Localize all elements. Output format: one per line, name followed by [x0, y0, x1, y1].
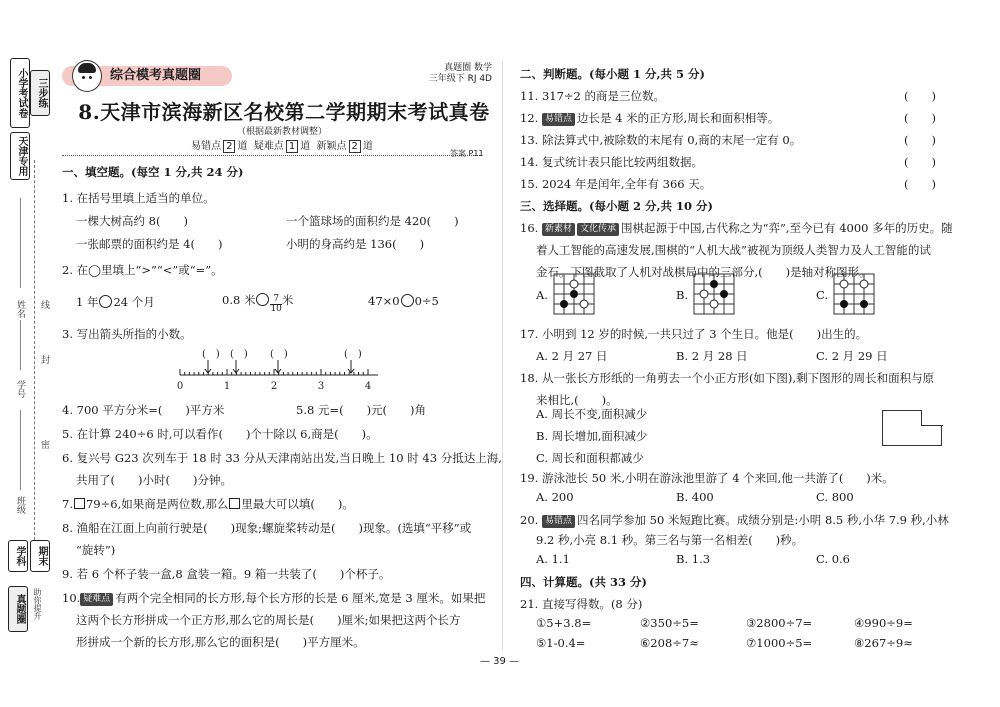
question-5: 5. 在计算 240÷6 时,可以看作( )个十除以 6,商是( )。: [62, 427, 378, 441]
q17-option-b[interactable]: B. 2 月 28 日: [676, 349, 748, 363]
tag-difficult: 疑难点: [80, 593, 113, 606]
page-number: — 39 —: [480, 656, 520, 667]
q1-item-c: 一张邮票的面积约是 4( ): [76, 237, 223, 251]
q18-option-c[interactable]: C. 周长和面积都减少: [536, 451, 644, 465]
binding-strip: [0, 0, 58, 707]
q2a-left: 1 年: [76, 295, 99, 309]
question-16-line2: 着人工智能的高速发展,围棋的“人机大战”被视为顶级人类智力及人工智能的试: [536, 243, 931, 257]
question-14: 14. 复式统计表只能比较两组数据。: [520, 155, 703, 169]
question-13: 13. 除法算式中,被除数的末尾有 0,商的末尾一定有 0。: [520, 133, 802, 147]
white-stone: [860, 280, 868, 288]
question-12: [520, 110, 779, 126]
q2c-left: 47×0: [368, 294, 400, 308]
q2c-right: 0÷5: [414, 294, 439, 308]
top-right-info: [420, 63, 492, 85]
question-10-line1: [62, 590, 485, 606]
q10-text: 有两个完全相同的长方形,每个长方形的长是 6 厘米,宽是 3 厘米。如果把: [115, 591, 486, 605]
compare-circle[interactable]: [401, 294, 414, 307]
stat-unit: 道: [300, 141, 311, 152]
label-name: 姓名: [15, 300, 25, 318]
badge-subject: 学科: [8, 540, 28, 572]
page-title: 8.天津市滨海新区名校第二学期期末考试真卷: [78, 100, 490, 124]
black-stone: [840, 300, 848, 308]
cut-corner: [921, 410, 943, 426]
q1-item-a: 一棵大树高约 8( ): [76, 214, 188, 228]
q16-number: 16.: [520, 221, 542, 235]
label-class: 班级: [15, 496, 25, 514]
blank-square[interactable]: [229, 498, 240, 509]
black-stone: [570, 290, 578, 298]
q20-text: 四名同学参加 50 米短跑比赛。成绩分别是:小明 8.5 秒,小华 7.9 秒,小林: [576, 513, 949, 527]
fraction-denominator: 10: [270, 304, 282, 314]
name-underline: [20, 198, 21, 288]
q19-option-b[interactable]: B. 400: [676, 490, 714, 504]
black-stone: [720, 290, 728, 298]
calc-item[interactable]: ⑦1000÷5=: [746, 636, 813, 650]
stat-unit: 道: [362, 141, 373, 152]
label-line: 线: [39, 300, 49, 309]
fraction-numerator: 7: [270, 295, 281, 305]
q17-option-a[interactable]: A. 2 月 27 日: [536, 349, 608, 363]
answer-paren[interactable]: ( ): [904, 133, 936, 147]
question-18-line1: 18. 从一张长方形纸的一角剪去一个小正方形(如下图),剩下图形的周长和面积与原: [520, 371, 935, 385]
stat-value-hard: 1: [286, 140, 298, 153]
question-18-line2: 来相比,( )。: [536, 393, 618, 407]
answer-reference: 答案 P11: [450, 149, 484, 158]
blank-paren: ( ): [270, 349, 288, 360]
question-10-line2: 这两个长方形拼成一个正方形,那么它的周长是( )厘米;如果把这两个长方: [76, 613, 461, 627]
q20-option-a[interactable]: A. 1.1: [536, 552, 570, 566]
number-line: [170, 345, 390, 393]
q17-option-c[interactable]: C. 2 月 29 日: [816, 349, 888, 363]
q10-number: 10.: [62, 591, 81, 605]
question-10-line3: 形拼成一个新的长方形,那么它的面积是( )平方厘米。: [76, 635, 365, 649]
q19-option-c[interactable]: C. 800: [816, 490, 854, 504]
question-8-line1: 8. 渔船在江面上向前行驶是( )现象;螺旋桨转动是( )现象。(选填“平移”或: [62, 521, 472, 535]
q2-item-b: [222, 292, 293, 314]
option-label[interactable]: A.: [536, 288, 548, 302]
answer-paren[interactable]: ( ): [904, 155, 936, 169]
tick-label: 4: [364, 381, 372, 392]
blank-paren: ( ): [230, 349, 248, 360]
question-3: 3. 写出箭头所指的小数。: [62, 327, 192, 341]
arrow-icon: [233, 360, 239, 373]
badge-exam-series: 小学考试卷: [10, 58, 30, 128]
q7-text: 79÷6,如果商是两位数,那么: [85, 497, 229, 511]
tick-label: 3: [317, 381, 325, 392]
label-improve: 助你提升: [33, 588, 42, 620]
q2b-left: 0.8 米: [222, 293, 256, 307]
calc-item[interactable]: ②350÷5=: [640, 616, 699, 630]
tag-error-prone: 易错点: [542, 113, 575, 126]
tag-error-prone: 易错点: [542, 515, 575, 528]
stat-label-hard: 疑难点: [253, 141, 284, 152]
fraction: [270, 295, 281, 314]
tick-label: 1: [223, 381, 231, 392]
question-1: 1. 在括号里填上适当的单位。: [62, 191, 215, 205]
blank-paren: ( ): [202, 349, 220, 360]
blank-square[interactable]: [74, 498, 85, 509]
rectangle-cut-figure: [882, 410, 942, 446]
stat-label-novel: 新颖点: [316, 141, 347, 152]
question-4b: 5.8 元=( )元( )角: [296, 403, 427, 417]
calc-item[interactable]: ⑥208÷7≈: [640, 636, 699, 650]
id-underline: [20, 320, 21, 370]
q20-option-b[interactable]: B. 1.3: [676, 552, 711, 566]
q16-text: 围棋起源于中国,古代称之为“弈”,至今已有 4000 多年的历史。随: [620, 221, 953, 235]
q18-option-a[interactable]: A. 周长不变,面积减少: [536, 407, 648, 421]
header-divider: [62, 155, 482, 156]
white-stone: [840, 280, 848, 288]
q12-text: 边长是 4 米的正方形,周长和面积相等。: [576, 111, 780, 125]
grade-label: 三年级下 RJ 4D: [428, 73, 492, 84]
q1-item-b: 一个篮球场的面积约是 420( ): [286, 214, 459, 228]
page-subtitle: （根据最新教材调整）: [236, 127, 327, 137]
mascot-icon: [72, 60, 102, 92]
q18-option-b[interactable]: B. 周长增加,面积减少: [536, 429, 648, 443]
tick-label: 2: [270, 381, 278, 392]
calc-item[interactable]: ⑤1-0.4=: [536, 636, 586, 650]
q2b-unit: 米: [281, 293, 294, 307]
question-4a: 4. 700 平方分米=( )平方米: [62, 403, 225, 417]
badge-three-step: 三步练: [30, 70, 50, 116]
cut-line: [34, 160, 35, 540]
question-9: 9. 若 6 个杯子装一盒,8 盒装一箱。9 箱一共装了( )个杯子。: [62, 567, 391, 581]
q2-item-a: [76, 294, 155, 310]
stat-label-error: 易错点: [191, 141, 222, 152]
black-stone: [710, 280, 718, 288]
arrow-icon: [348, 360, 354, 373]
section-true-false: 二、判断题。(每小题 1 分,共 5 分): [520, 67, 705, 81]
question-6-line2: 共用了( )小时( )分钟。: [76, 473, 232, 487]
question-8-line2: “旋转”): [76, 543, 116, 557]
tag-new-material: 新素材: [542, 223, 575, 236]
compare-circle[interactable]: [99, 295, 112, 308]
option-label[interactable]: C.: [816, 288, 829, 302]
q2a-right: 24 个月: [113, 295, 155, 309]
class-underline: [20, 410, 21, 490]
option-label[interactable]: B.: [676, 288, 689, 302]
q20-option-c[interactable]: C. 0.6: [816, 552, 850, 566]
go-board-a[interactable]: [552, 272, 596, 316]
calc-item[interactable]: ③2800÷7=: [746, 616, 813, 630]
series-banner: 综合模考真题圈: [62, 66, 232, 86]
answer-paren[interactable]: ( ): [904, 111, 936, 125]
difficulty-stats: [62, 137, 502, 153]
column-divider: [502, 60, 503, 650]
q7-number: 7.: [62, 497, 73, 511]
section-multiple-choice: 三、选择题。(每小题 2 分,共 10 分): [520, 199, 713, 213]
stat-value-novel: 2: [349, 140, 361, 153]
question-19: 19. 游泳池长 50 米,小明在游泳池里游了 4 个来回,他一共游了( )米。: [520, 471, 894, 485]
question-17: 17. 小明到 12 岁的时候,一共只过了 3 个生日。他是( )出生的。: [520, 327, 868, 341]
question-16-line3: 金石。下图截取了人机对战棋局中的三部分,( )是轴对称图形。: [536, 265, 871, 279]
q20-number: 20.: [520, 513, 542, 527]
arrow-icon: [275, 360, 281, 373]
question-16-line1: [520, 220, 953, 236]
q2-item-c: [368, 294, 439, 308]
arrow-icon: [205, 360, 211, 373]
question-11: 11. 317÷2 的商是三位数。: [520, 89, 666, 103]
stat-value-error: 2: [223, 140, 235, 153]
question-7: [62, 496, 354, 512]
section-fill-blank: 一、填空题。(每空 1 分,共 24 分): [62, 165, 244, 179]
q7-text-end: 里最大可以填( )。: [241, 497, 354, 511]
badge-tianjin: 天津专用: [10, 132, 30, 180]
badge-real-exam: 真题圈: [8, 586, 28, 632]
q1-item-d: 小明的身高约是 136( ): [286, 237, 425, 251]
question-2: 2. 在◯里填上“>”“<”或“=”。: [62, 263, 223, 277]
calc-item[interactable]: ①5+3.8=: [536, 616, 592, 630]
calc-item[interactable]: ⑧267÷9≈: [854, 636, 913, 650]
white-stone: [700, 290, 708, 298]
q19-option-a[interactable]: A. 200: [536, 490, 574, 504]
tick-label: 0: [176, 381, 184, 392]
question-20-line2: 9.2 秒,小亮 8.1 秒。第三名与第一名相差( )秒。: [536, 533, 804, 547]
white-stone: [570, 280, 578, 288]
badge-final: 期末: [30, 540, 50, 572]
section-calculation: 四、计算题。(共 33 分): [520, 575, 647, 589]
q12-number: 12.: [520, 111, 542, 125]
label-secret: 密: [39, 440, 49, 449]
calc-item[interactable]: ④990÷9=: [854, 616, 913, 630]
white-stone: [580, 300, 588, 308]
question-20-line1: [520, 512, 949, 528]
book-name: 真题圈 数学: [444, 63, 492, 73]
go-board-b[interactable]: [692, 272, 736, 316]
white-stone: [710, 300, 718, 308]
label-student-id: 学号: [15, 380, 25, 398]
black-stone: [560, 300, 568, 308]
black-stone: [860, 300, 868, 308]
answer-paren[interactable]: ( ): [904, 89, 936, 103]
stat-unit: 道: [237, 141, 248, 152]
answer-paren[interactable]: ( ): [904, 177, 936, 191]
question-21: 21. 直接写得数。(8 分): [520, 597, 643, 611]
tag-culture: 文化传承: [577, 223, 619, 236]
question-15: 15. 2024 年是闰年,全年有 366 天。: [520, 177, 712, 191]
question-6-line1: 6. 复兴号 G23 次列车于 18 时 33 分从天津南站出发,当日晚上 10 时 43 分抵达上海,: [62, 451, 502, 465]
go-board-c[interactable]: [832, 272, 876, 316]
label-seal: 封: [39, 355, 49, 364]
blank-paren: ( ): [344, 349, 362, 360]
compare-circle[interactable]: [256, 293, 269, 306]
